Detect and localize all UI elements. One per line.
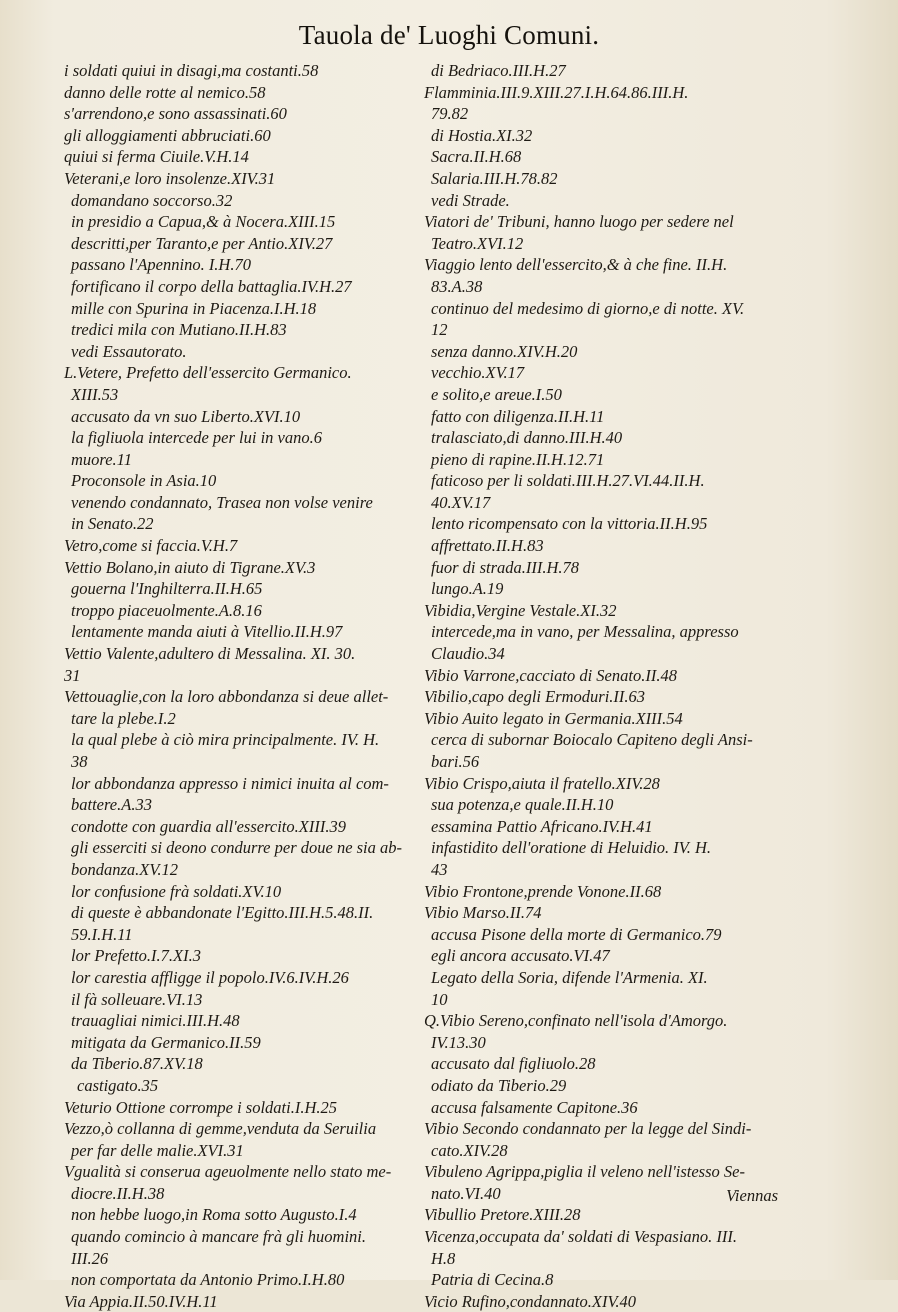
index-entry: lungo.A.19 — [431, 579, 504, 599]
index-entry: Vetro,come si faccia.V.H.7 — [64, 536, 238, 556]
index-entry: per far delle malie.XVI.31 — [71, 1140, 244, 1160]
index-entry: Vibullio Pretore.XIII.28 — [424, 1205, 581, 1225]
index-entry: 83.A.38 — [431, 276, 483, 296]
index-entry: vecchio.XV.17 — [431, 363, 525, 383]
index-entry: lento ricompensato con la vittoria.II.H.95 — [431, 514, 708, 534]
index-entry: mitigata da Germanico.II.59 — [71, 1032, 261, 1052]
index-entry: Vibio Frontone,prende Vonone.II.68 — [424, 881, 662, 901]
index-entry: venendo condannato, Trasea non volse venire — [71, 492, 373, 512]
index-entry: danno delle rotte al nemico.58 — [64, 82, 266, 102]
index-entry: accusa falsamente Capitone.36 — [431, 1097, 638, 1117]
index-column-right — [424, 60, 786, 1312]
index-entry: XIII.53 — [71, 384, 119, 404]
index-entry: Proconsole in Asia.10 — [71, 471, 217, 491]
index-entry: da Tiberio.87.XV.18 — [71, 1054, 203, 1074]
index-entry: descritti,per Taranto,e per Antio.XIV.27 — [71, 233, 333, 253]
index-entry: 43 — [431, 859, 448, 879]
index-entry: lentamente manda aiuti à Vitellio.II.H.97 — [71, 622, 343, 642]
index-entry: trauagliai nimici.III.H.48 — [71, 1011, 240, 1031]
index-entry: IV.13.30 — [431, 1032, 486, 1052]
index-entry: castigato.35 — [77, 1075, 159, 1095]
index-entry: accusato da vn suo Liberto.XVI.10 — [71, 406, 301, 426]
index-entry: lor abbondanza appresso i nimici inuita al com- — [71, 773, 389, 793]
index-entry: Salaria.III.H.78.82 — [431, 168, 558, 188]
index-entry: Vibidia,Vergine Vestale.XI.32 — [424, 600, 617, 620]
index-entry: Vettio Bolano,in aiuto di Tigrane.XV.3 — [64, 557, 316, 577]
index-entry: tare la plebe.I.2 — [71, 708, 176, 728]
index-entry: nato.VI.40 — [431, 1183, 501, 1203]
index-entry: H.8 — [431, 1248, 456, 1268]
index-entry: essamina Pattio Africano.IV.H.41 — [431, 816, 653, 836]
index-entry: vedi Strade. — [431, 190, 510, 210]
index-entry: 10 — [431, 989, 448, 1009]
index-entry: gouerna l'Inghilterra.II.H.65 — [71, 579, 263, 599]
index-entry: condotte con guardia all'essercito.XIII.39 — [71, 816, 346, 836]
index-entry: quando comincio à mancare frà gli huomini. — [71, 1227, 366, 1247]
index-entry: accusa Pisone della morte di Germanico.79 — [431, 924, 722, 944]
index-entry: la figliuola intercede per lui in vano.6 — [71, 428, 322, 448]
index-entry: affrettato.II.H.83 — [431, 536, 544, 556]
index-entry: senza danno.XIV.H.20 — [431, 341, 578, 361]
index-entry: lor carestia affligge il popolo.IV.6.IV.H.26 — [71, 967, 349, 987]
index-entry: fuor di strada.III.H.78 — [431, 557, 580, 577]
index-entry: Vibio Marso.II.74 — [424, 903, 542, 923]
index-entry: Via Appia.II.50.IV.H.11 — [64, 1291, 218, 1311]
index-entry: sua potenza,e quale.II.H.10 — [431, 795, 614, 815]
index-entry: Vettio Valente,adultero di Messalina. XI. 30. — [64, 644, 356, 664]
index-entry: di Bedriaco.III.H.27 — [431, 61, 566, 80]
index-entry: di Hostia.XI.32 — [431, 125, 533, 145]
index-entry: bondanza.XV.12 — [71, 859, 178, 879]
index-entry: odiato da Tiberio.29 — [431, 1075, 567, 1095]
index-entry: Vezzo,ò collanna di gemme,venduta da Seruilia — [64, 1119, 377, 1139]
index-entry: intercede,ma in vano, per Messalina, appresso — [431, 622, 739, 642]
index-entry: infastidito dell'oratione di Heluidio. IV. H. — [431, 838, 712, 858]
index-entry: lor confusione frà soldati.XV.10 — [71, 881, 282, 901]
index-entry: in presidio a Capua,& à Nocera.XIII.15 — [71, 212, 336, 232]
index-entry: il fà solleuare.VI.13 — [71, 989, 203, 1009]
index-entry: Vibio Varrone,cacciato di Senato.II.48 — [424, 665, 677, 685]
index-entry: Vicio Rufino,condannato.XIV.40 — [424, 1291, 637, 1311]
catchword: Viennas — [726, 1186, 778, 1205]
index-entry: Vibio Secondo condannato per la legge del Sindi- — [424, 1119, 752, 1139]
index-entry: Vibio Crispo,aiuta il fratello.XIV.28 — [424, 773, 660, 793]
index-entry: tredici mila con Mutiano.II.H.83 — [71, 320, 287, 340]
index-entry: quiui si ferma Ciuile.V.H.14 — [64, 147, 249, 167]
index-entry: Vibio Auito legato in Germania.XIII.54 — [424, 708, 683, 728]
index-entry: cerca di subornar Boiocalo Capiteno degli Ansi- — [431, 730, 753, 750]
index-entry: non comportata da Antonio Primo.I.H.80 — [71, 1270, 345, 1290]
index-entry: troppo piaceuolmente.A.8.16 — [71, 600, 262, 620]
index-entry: III.26 — [71, 1248, 109, 1268]
index-entry: Vibuleno Agrippa,piglia il veleno nell'istesso Se- — [424, 1162, 745, 1182]
index-column-left — [64, 60, 420, 1312]
index-entry: di queste è abbandonate l'Egitto.III.H.5.48.II. — [71, 903, 374, 923]
index-entry: continuo del medesimo di giorno,e di notte. XV. — [431, 298, 745, 318]
index-entry: Vgualità si conserua ageuolmente nello stato me- — [64, 1162, 392, 1182]
index-entry: vedi Essautorato. — [71, 341, 187, 361]
index-entry: s'arrendono,e sono assassinati.60 — [64, 104, 287, 124]
index-entry: bari.56 — [431, 752, 480, 771]
index-entry: Viatori de' Tribuni, hanno luogo per sedere nel — [424, 212, 734, 232]
index-entry: la qual plebe à ciò mira principalmente. IV. H. — [71, 730, 380, 750]
index-entry: 59.I.H.11 — [71, 924, 133, 944]
index-entry: muore.11 — [71, 449, 132, 469]
index-entry: 12 — [431, 320, 448, 340]
index-entry: Veturio Ottione corrompe i soldati.I.H.25 — [64, 1097, 337, 1117]
index-entry: Vicenza,occupata da' soldati di Vespasiano. III. — [424, 1227, 738, 1247]
index-entry: Claudio.34 — [431, 644, 505, 664]
index-entry: passano l'Apennino. I.H.70 — [71, 255, 251, 275]
index-entry: Legato della Soria, difende l'Armenia. XI. — [431, 967, 708, 987]
index-entry: gli esserciti si deono condurre per doue ne sia ab- — [71, 838, 403, 858]
index-entry: pieno di rapine.II.H.12.71 — [431, 449, 605, 469]
index-entry: tralasciato,di danno.III.H.40 — [431, 428, 623, 448]
index-entry: domandano soccorso.32 — [71, 190, 233, 210]
index-entry: in Senato.22 — [71, 514, 154, 534]
index-entry: 38 — [71, 752, 88, 771]
index-entry: Viaggio lento dell'essercito,& à che fine. II.H. — [424, 255, 728, 275]
index-entry: Sacra.II.H.68 — [431, 147, 522, 167]
index-entry: Flamminia.III.9.XIII.27.I.H.64.86.III.H. — [424, 82, 689, 102]
index-entry: e solito,e areue.I.50 — [431, 384, 562, 404]
index-entry: diocre.II.H.38 — [71, 1183, 165, 1203]
running-head: Tauola de' Luoghi Comuni. — [298, 20, 600, 50]
index-entry: Q.Vibio Sereno,confinato nell'isola d'Amorgo. — [424, 1011, 728, 1031]
index-entry: Teatro.XVI.12 — [431, 233, 524, 253]
index-entry: non hebbe luogo,in Roma sotto Augusto.I.4 — [71, 1205, 357, 1225]
index-entry: Veterani,e loro insolenze.XIV.31 — [64, 168, 276, 188]
index-entry: faticoso per li soldati.III.H.27.VI.44.II.H. — [431, 471, 705, 491]
index-entry: Patria di Cecina.8 — [431, 1270, 554, 1290]
index-entry: 40.XV.17 — [431, 492, 491, 512]
index-entry: gli alloggiamenti abbruciati.60 — [64, 125, 271, 145]
index-entry: i soldati quiui in disagi,ma costanti.58 — [64, 61, 319, 80]
index-entry: accusato dal figliuolo.28 — [431, 1054, 596, 1074]
index-entry: L.Vetere, Prefetto dell'essercito Germanico. — [64, 363, 352, 383]
index-entry: fatto con diligenza.II.H.11 — [431, 406, 605, 426]
index-entry: Vettouaglie,con la loro abbondanza si deue allet- — [64, 687, 389, 707]
index-entry: 31 — [64, 665, 81, 685]
index-entry: battere.A.33 — [71, 795, 152, 815]
index-entry: Vibilio,capo degli Ermoduri.II.63 — [424, 687, 646, 707]
index-entry: lor Prefetto.I.7.XI.3 — [71, 946, 201, 966]
index-entry: fortificano il corpo della battaglia.IV.H.27 — [71, 276, 352, 296]
index-entry: cato.XIV.28 — [431, 1140, 508, 1160]
index-entry: 79.82 — [431, 104, 469, 124]
index-entry: egli ancora accusato.VI.47 — [431, 946, 610, 966]
index-entry: mille con Spurina in Piacenza.I.H.18 — [71, 298, 317, 318]
